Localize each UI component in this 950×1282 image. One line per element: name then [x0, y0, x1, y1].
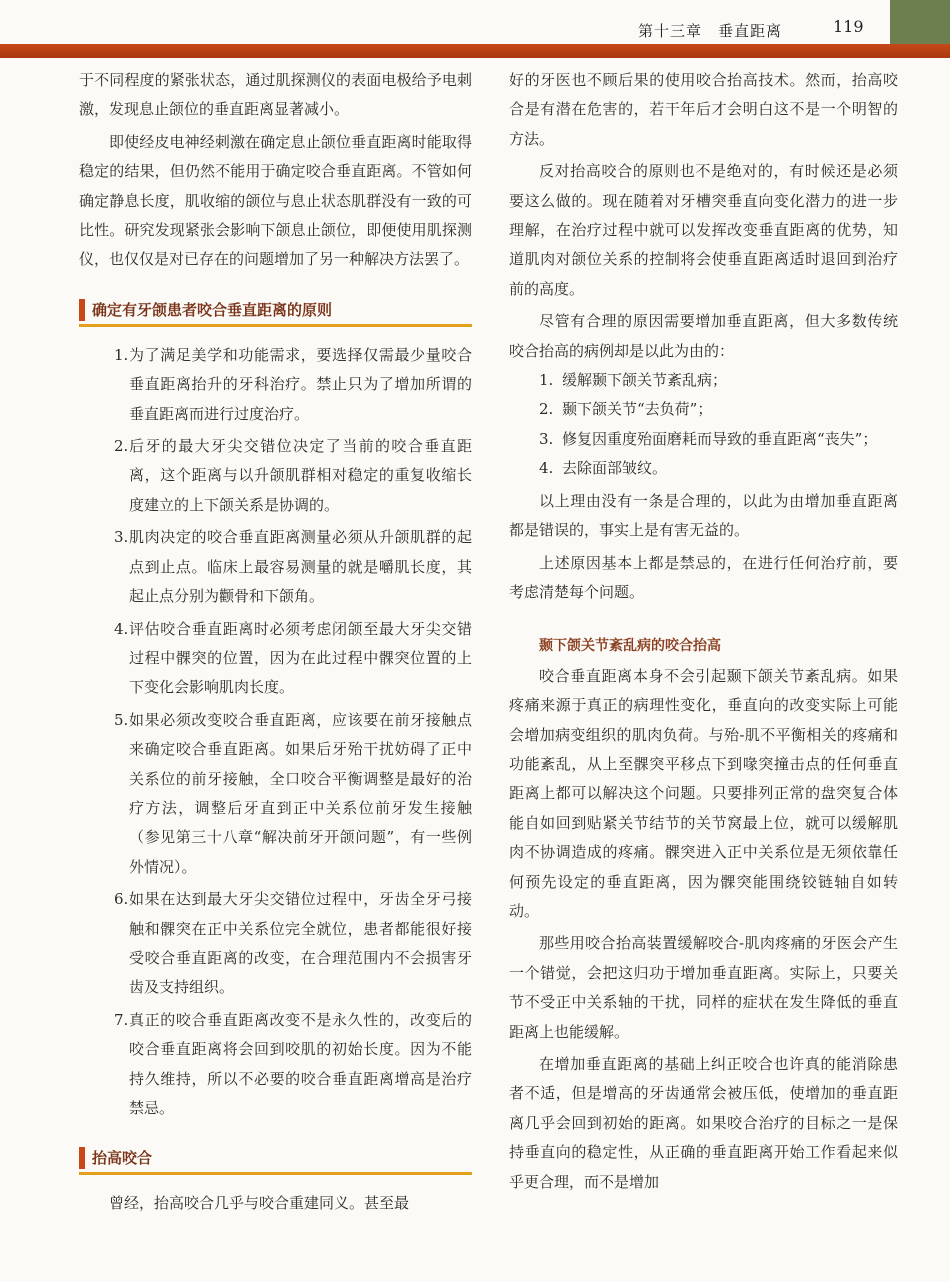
section-heading	[79, 295, 472, 325]
paragraph: 上述原因基本上都是禁忌的，在进行任何治疗前，要考虑清楚每个问题。	[509, 553, 898, 601]
list-item	[79, 615, 472, 703]
section-heading-text: 确定有牙颌患者咬合垂直距离的原则	[92, 300, 333, 319]
list-number: 7.	[114, 1010, 129, 1029]
paragraph: 尽管有合理的原因需要增加垂直距离，但大多数传统咬合抬高的病例却是以此为由的：	[509, 312, 898, 360]
list-number: 2.	[539, 400, 554, 419]
list-item	[509, 395, 898, 424]
list-item	[79, 341, 472, 429]
list-item-text: 如果在达到最大牙尖交错位过程中，牙齿全牙弓接触和髁突在正中关系位完全就位，患者都能很好接受咬合垂直距离的改变，在合理范围内不会损害牙齿及支持组织。	[129, 890, 472, 997]
list-item-text: 评估咬合垂直距离时必须考虑闭颌至最大牙尖交错过程中髁突的位置，因为在此过程中髁突位置的上下变化会影响肌肉长度。	[129, 619, 472, 697]
paragraph: 那些用咬合抬高装置缓解咬合-肌肉疼痛的牙医会产生一个错觉，会把这归功于增加垂直距离。实际上，只要关节不受正中关系轴的干扰，同样的症状在发生降低的垂直距离上也能缓解。	[509, 934, 898, 1041]
running-header: 第十三章 垂直距离	[638, 22, 783, 40]
paragraph: 反对抬高咬合的原则也不是绝对的，有时候还是必须要这么做的。现在随着对牙槽突垂直向变化潜力的进一步理解，在治疗过程中就可以发挥改变垂直距离的优势，知道肌肉对颌位关系的控制将会使垂直距离适时退回到治疗前的高度。	[509, 162, 898, 298]
header-rule	[0, 44, 950, 58]
list-number: 4.	[539, 459, 554, 478]
list-item	[79, 432, 472, 520]
list-number: 2.	[114, 437, 129, 456]
list-item	[79, 1006, 472, 1124]
reasons-list	[509, 366, 898, 484]
paragraph: 好的牙医也不顾后果的使用咬合抬高技术。然而，抬高咬合是有潜在危害的，若干年后才会明白这不是一个明智的方法。	[509, 71, 898, 148]
heading-underline	[79, 324, 472, 327]
list-item-text: 肌肉决定的咬合垂直距离测量必须从升颌肌群的起点到止点。临床上最容易测量的就是嚼肌长度，其起止点分别为颧骨和下颌角。	[129, 528, 472, 606]
list-item-text: 如果必须改变咬合垂直距离，应该要在前牙接触点来确定咬合垂直距离。如果后牙殆干扰妨碍了正中关系位的前牙接触，全口咬合平衡调整是最好的治疗方法，调整后牙直到正中关系位前牙发生接触（参见第三十八章“解决前牙开颌问题”，有一些例外情况）。	[129, 710, 472, 876]
list-number: 3.	[539, 429, 554, 448]
principles-list	[79, 341, 472, 1124]
section-heading-text: 抬高咬合	[92, 1149, 153, 1168]
list-number: 6.	[114, 890, 129, 909]
list-item	[79, 523, 472, 611]
list-item	[79, 706, 472, 882]
list-item-text: 缓解颞下颌关节紊乱病；	[562, 371, 728, 390]
paragraph: 咬合垂直距离本身不会引起颞下颌关节紊乱病。如果疼痛来源于真正的病理性变化，垂直向的改变实际上可能会增加病变组织的肌肉负荷。与殆-肌不平衡相关的疼痛和功能紊乱，从上至髁突平移点下到喙突撞击点的任何垂直距离上都可以解决这个问题。只要排列正常的盘突复合体能自如回到贴紧关节结节的关节窝最上位，就可以缓解肌肉不协调造成的疼痛。髁突进入正中关系位是无须依靠任何预先设定的垂直距离，因为髁突能围绕铰链轴自如转动。	[509, 666, 898, 920]
paragraph: 以上理由没有一条是合理的，以此为由增加垂直距离都是错误的，事实上是有害无益的。	[509, 491, 898, 540]
list-item	[509, 454, 898, 483]
paragraph: 即使经皮电神经刺激在确定息止颌位垂直距离时能取得稳定的结果，但仍然不能用于确定咬合垂直距离。不管如何确定静息长度，肌收缩的颌位与息止状态肌群没有一致的可比性。研究发现紧张会影响下颌息止颌位，即便使用肌探测仪，也仅仅是对已存在的问题增加了另一种解决方法罢了。	[79, 132, 472, 269]
list-item	[79, 885, 472, 1003]
list-number: 3.	[114, 528, 129, 547]
paragraph: 在增加垂直距离的基础上纠正咬合也许真的能消除患者不适，但是增高的牙齿通常会被压低，使增加的垂直距离几乎会回到初始的距离。如果咬合治疗的目标之一是保持垂直向的稳定性，从正确的垂直距离开始工作看起来似乎更合理，而不是增加	[509, 1055, 898, 1191]
heading-marker	[79, 299, 85, 321]
list-item-text: 去除面部皱纹。	[562, 459, 668, 478]
list-number: 5.	[114, 710, 129, 729]
list-item-text: 颞下颌关节“去负荷”；	[562, 400, 713, 419]
paragraph: 曾经，抬高咬合几乎与咬合重建同义。甚至最	[109, 1194, 410, 1213]
right-column	[509, 66, 898, 1197]
subsection-heading: 颞下颌关节紊乱病的咬合抬高	[539, 638, 721, 655]
list-item-text: 真正的咬合垂直距离改变不是永久性的，改变后的咬合垂直距离将会回到咬肌的初始长度。因为不能持久维持，所以不必要的咬合垂直距离增高是治疗禁忌。	[129, 1010, 472, 1117]
heading-marker	[79, 1147, 85, 1169]
corner-color-block	[890, 0, 950, 46]
list-item-text: 为了满足美学和功能需求，要选择仅需最少量咬合垂直距离抬升的牙科治疗。禁止只为了增加所谓的垂直距离而进行过度治疗。	[129, 345, 472, 423]
left-column	[79, 66, 472, 1219]
list-item-text: 后牙的最大牙尖交错位决定了当前的咬合垂直距离，这个距离与以升颌肌群相对稳定的重复收缩长度建立的上下颌关系是协调的。	[129, 437, 472, 514]
list-number: 4.	[114, 619, 129, 638]
section-heading	[79, 1143, 472, 1173]
list-number: 1.	[539, 371, 554, 390]
page-number: 119	[833, 17, 864, 36]
paragraph: 于不同程度的紧张状态，通过肌探测仪的表面电极给予电刺激，发现息止颌位的垂直距离显著减小。	[79, 71, 472, 119]
list-item	[509, 366, 898, 395]
list-item	[509, 425, 898, 454]
list-item-text: 修复因重度殆面磨耗而导致的垂直距离“丧失”；	[562, 429, 878, 448]
list-number: 1.	[114, 345, 129, 364]
heading-underline	[79, 1172, 472, 1175]
